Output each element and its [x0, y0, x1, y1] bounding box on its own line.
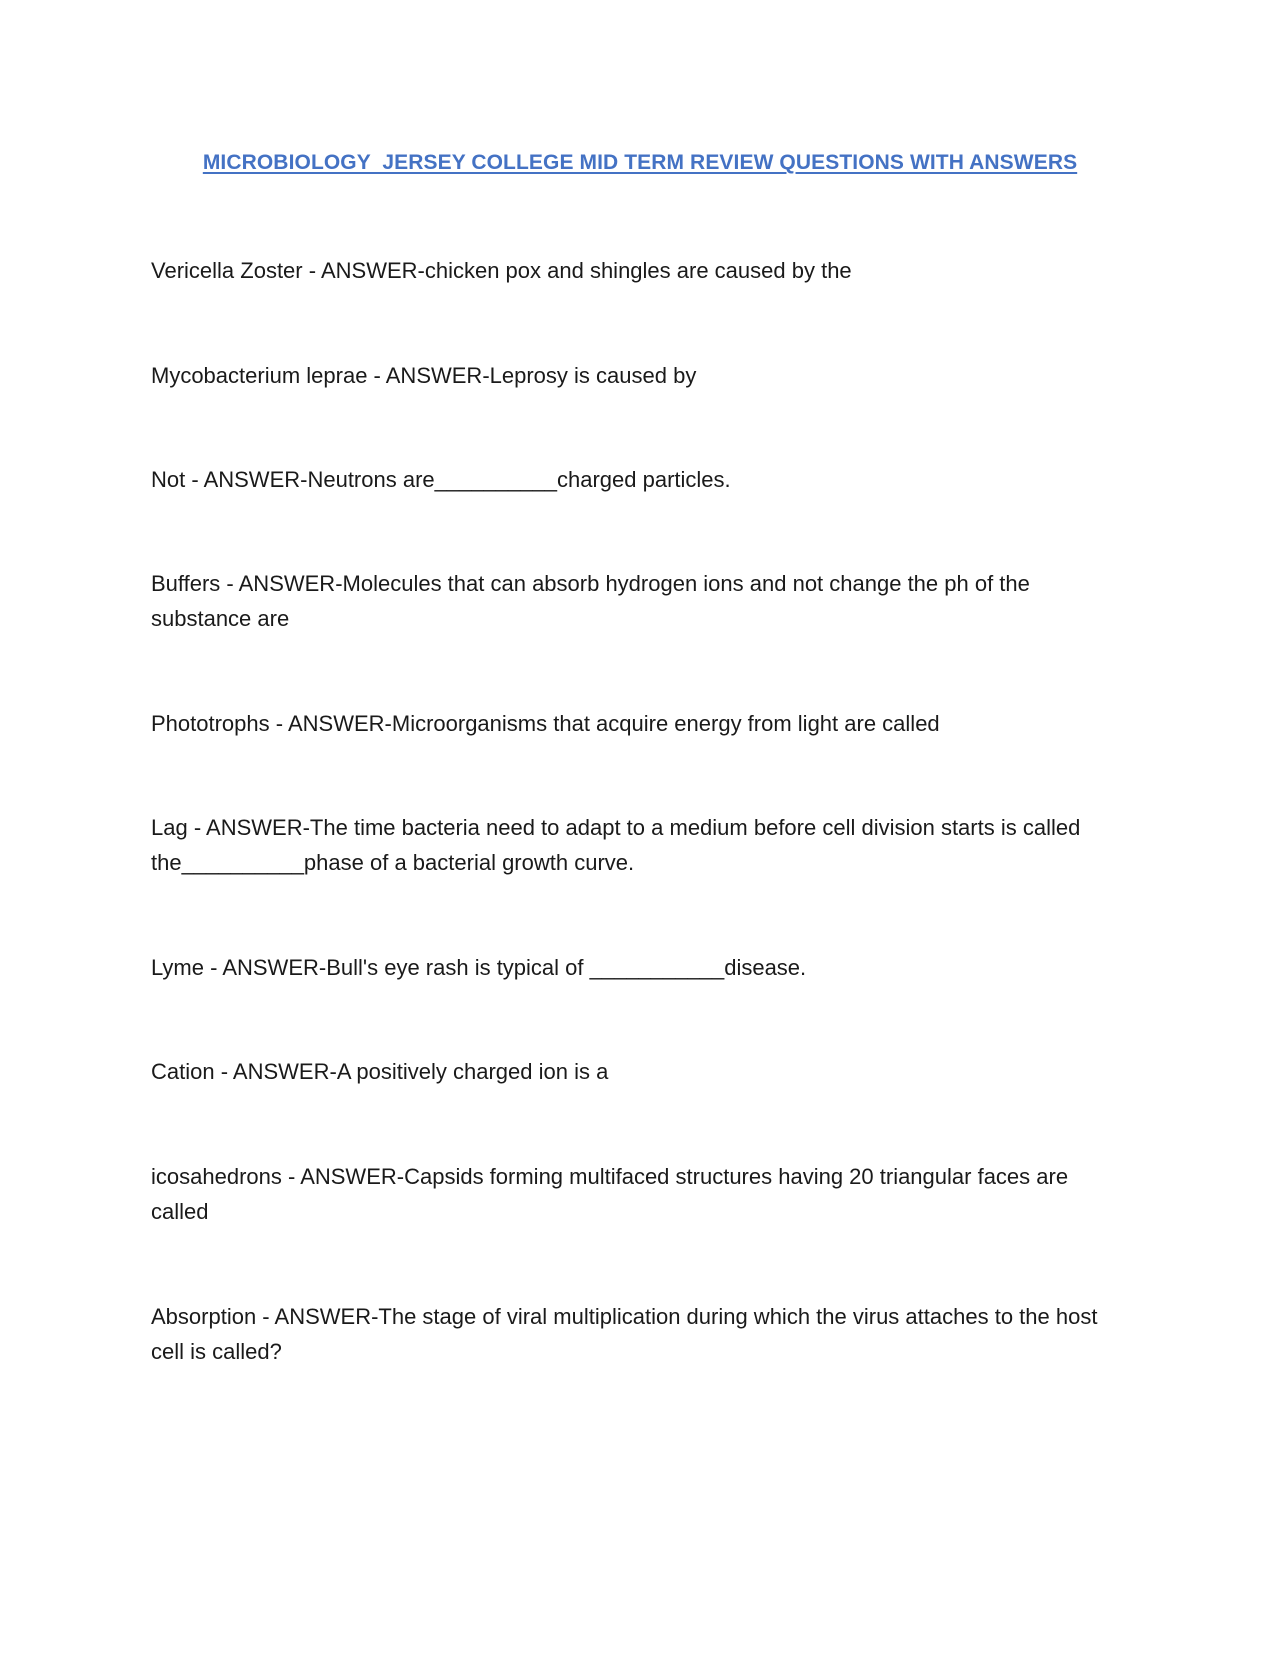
- document-title: MICROBIOLOGY JERSEY COLLEGE MID TERM REVIEW QUESTIONS WITH ANSWERS: [202, 151, 1078, 174]
- qa-entry-8: Cation - ANSWER-A positively charged ion is a: [151, 1059, 609, 1084]
- qa-entry-2: Mycobacterium leprae - ANSWER-Leprosy is caused by: [151, 363, 697, 388]
- qa-entry-1: Vericella Zoster - ANSWER-chicken pox and shingles are caused by the: [151, 258, 852, 283]
- qa-entry-5: Phototrophs - ANSWER-Microorganisms that acquire energy from light are called: [151, 711, 940, 736]
- qa-entry-7: Lyme - ANSWER-Bull's eye rash is typical of ___________disease.: [151, 955, 807, 980]
- qa-entry-10: Absorption - ANSWER-The stage of viral multiplication during which the virus attaches to the host cell is called?: [151, 1304, 1098, 1364]
- qa-entry-3: Not - ANSWER-Neutrons are__________charged particles.: [151, 467, 731, 492]
- qa-entry-9: icosahedrons - ANSWER-Capsids forming multifaced structures having 20 triangular faces are called: [151, 1164, 1069, 1224]
- qa-entry-4: Buffers - ANSWER-Molecules that can absorb hydrogen ions and not change the ph of the substance are: [151, 571, 1030, 631]
- qa-entry-6: Lag - ANSWER-The time bacteria need to adapt to a medium before cell division starts is called the__________phase of a bacterial growth curve.: [151, 815, 1081, 875]
